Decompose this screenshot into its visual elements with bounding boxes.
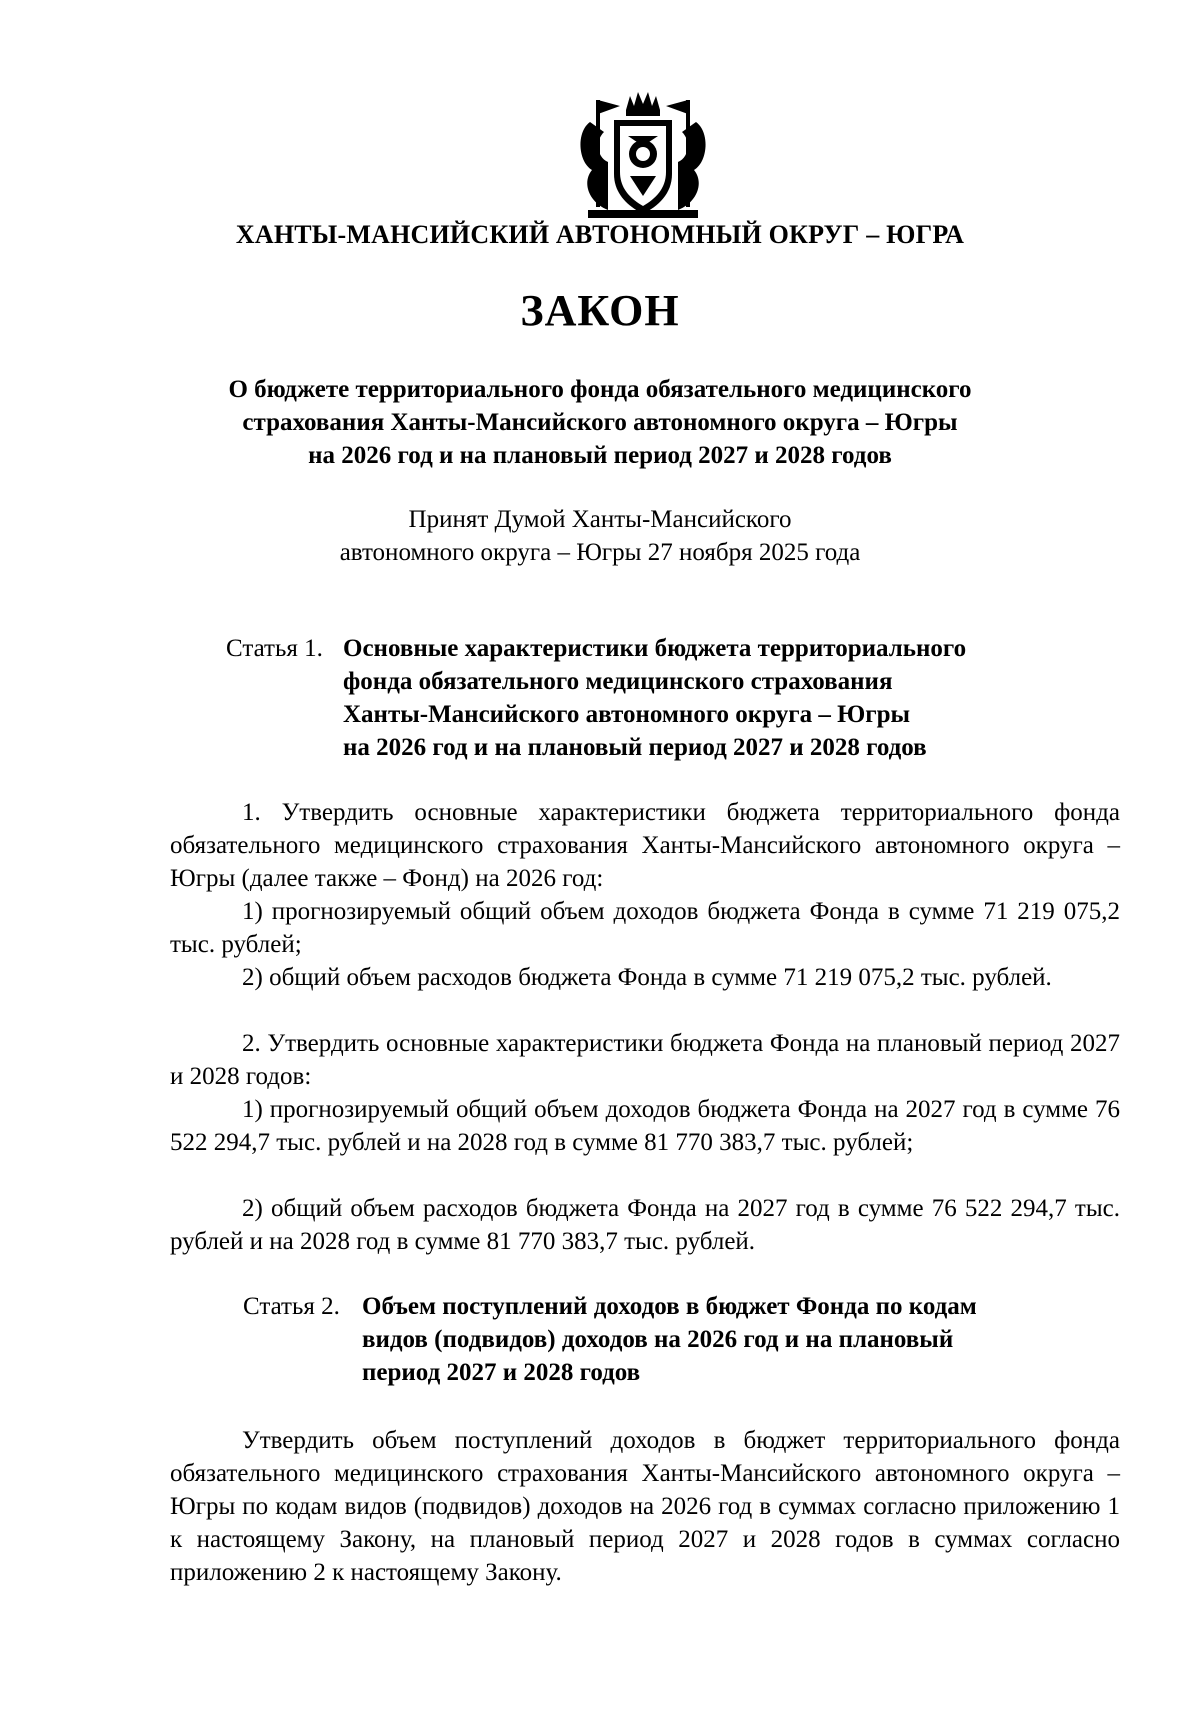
law-subtitle-line: на 2026 год и на плановый период 2027 и 2028 годов: [308, 442, 892, 469]
region-name: ХАНТЫ-МАНСИЙСКИЙ АВТОНОМНЫЙ ОКРУГ – ЮГРА: [235, 220, 965, 249]
law-subtitle-line: О бюджете территориального фонда обязательного медицинского: [228, 376, 972, 403]
adoption-note: [150, 503, 1050, 569]
adoption-note-line: автономного округа – Югры 27 ноября 2025 года: [339, 539, 861, 566]
article-1-title-line: Ханты-Мансийского автономного округа – Югры: [343, 701, 911, 728]
article-1-label: Статья 1.: [226, 635, 323, 662]
law-subtitle-line: страхования Ханты-Мансийского автономного округа – Югры: [242, 409, 958, 436]
article-1-heading: [226, 632, 1126, 772]
article-2-title: [362, 1290, 977, 1389]
coat-of-arms-icon: [568, 92, 718, 222]
article-1-paragraph: 1) прогнозируемый общий объем доходов бюджета Фонда в сумме 71 219 075,2 тыс. рублей;: [170, 898, 1120, 958]
article-2-heading: [243, 1290, 1143, 1400]
article-1-title-line: на 2026 год и на плановый период 2027 и 2028 годов: [343, 734, 927, 761]
article-1-paragraph: 2) общий объем расходов бюджета Фонда в сумме 71 219 075,2 тыс. рублей.: [242, 964, 1052, 991]
article-1-title-line: Основные характеристики бюджета территориального: [343, 635, 967, 662]
article-1-paragraph: 1. Утвердить основные характеристики бюджета территориального фонда обязательного медицинского страхования Ханты-Мансийского автономного округа – Югры (далее также – Фонд) на 2026 год:: [170, 799, 1120, 892]
document-type-title: ЗАКОН: [520, 286, 680, 335]
article-2-label: Статья 2.: [243, 1293, 340, 1320]
article-1-title-line: фонда обязательного медицинского страхования: [343, 668, 893, 695]
article-2-title-line: период 2027 и 2028 годов: [362, 1359, 641, 1386]
article-1-title: [343, 632, 966, 764]
adoption-note-line: Принят Думой Ханты-Мансийского: [408, 506, 792, 533]
law-subtitle: [150, 373, 1050, 472]
article-2-title-line: видов (подвидов) доходов на 2026 год и на плановый: [362, 1326, 954, 1353]
article-1-paragraph: 2) общий объем расходов бюджета Фонда на 2027 год в сумме 76 522 294,7 тыс. рублей и на 2028 год в сумме 81 770 383,7 тыс. рублей.: [170, 1195, 1120, 1255]
article-2-title-line: Объем поступлений доходов в бюджет Фонда по кодам: [362, 1293, 977, 1320]
article-2-paragraph: Утвердить объем поступлений доходов в бюджет территориального фонда обязательного медицинского страхования Ханты-Мансийского автономного округа – Югры по кодам видов (подвидов) доходов на 2026 год в суммах согласно приложению 1 к настоящему Закону, на плановый период 2027 и 2028 годов в суммах согласно приложению 2 к настоящему Закону.: [170, 1427, 1120, 1586]
article-1-paragraph: 1) прогнозируемый общий объем доходов бюджета Фонда на 2027 год в сумме 76 522 294,7 тыс. рублей и на 2028 год в сумме 81 770 383,7 тыс. рублей;: [170, 1096, 1120, 1156]
article-1-paragraph: 2. Утвердить основные характеристики бюджета Фонда на плановый период 2027 и 2028 годов:: [170, 1030, 1120, 1090]
